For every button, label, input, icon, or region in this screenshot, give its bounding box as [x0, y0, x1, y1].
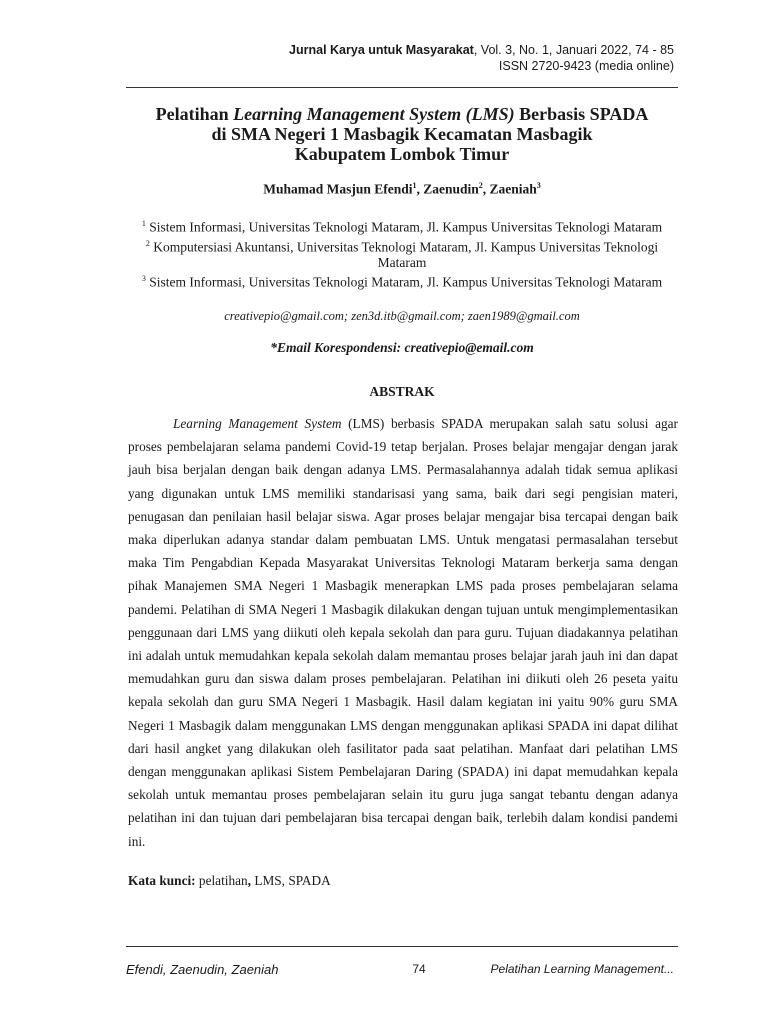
- correspondence-email: *Email Korespondensi: creativepio@email.com: [270, 340, 534, 355]
- author-list: [126, 181, 678, 198]
- author-1: Muhamad Masjun Efendi: [263, 181, 413, 197]
- affiliation-3: [126, 271, 678, 291]
- journal-volume-info: , Vol. 3, No. 1, Januari 2022, 74 - 85: [473, 43, 674, 57]
- title-italic: Learning Management System (LMS): [233, 104, 515, 124]
- abstract-body: [128, 412, 678, 853]
- footer-divider: [126, 946, 678, 947]
- journal-issn: ISSN 2720-9423 (media online): [498, 59, 674, 73]
- journal-header: [289, 42, 674, 74]
- keywords-label: Kata kunci:: [128, 873, 196, 888]
- affiliation-3-sup: 3: [141, 274, 146, 283]
- affiliation-1-text: Sistem Informasi, Universitas Teknologi Mataram, Jl. Kampus Universitas Teknologi Mataram: [145, 219, 663, 235]
- abstract-text: (LMS) berbasis SPADA merupakan salah satu solusi agar proses pembelajaran selama pandemi Covid-19 tetap berjalan. Proses belajar mengajar dengan jarak jauh bisa berjalan dengan baik dengan adanya LMS. Permasalahannya adalah tidak semua aplikasi yang digunakan untuk LMS memiliki standarisasi yang sama, baik dari segi pengisian materi, penugasan dan penilaian hasil belajar siswa. Agar proses belajar mengajar bisa tercapai dengan baik maka diperlukan adanya standar dalam pembuatan LMS. Untuk mengatasi permasalahan tersebut maka Tim Pengabdian Kepada Masyarakat Universitas Teknologi Mataram berkerja sama dengan pihak Manajemen SMA Negeri 1 Masbagik menerapkan LMS pada proses pembelajaran selama pandemi. Pelatihan di SMA Negeri 1 Masbagik dilakukan dengan tujuan untuk mengimplementasikan penggunaan dari LMS yang diikuti oleh kepala sekolah dan para guru. Tujuan diadakannya pelatihan ini adalah untuk memudahkan kepala sekolah dalam memantau proses belajar jarah jauh ini dan dapat memudahkan guru dan siswa dalam proses pembelajaran. Pelatihan ini diikuti oleh 26 peseta yaitu kepala sekolah dan guru SMA Negeri 1 Masbagik. Hasil dalam kegiatan ini yaitu 90% guru SMA Negeri 1 Masbagik dalam menggunakan LMS dengan menggunakan aplikasi SPADA ini dapat dilihat dari hasil angket yang dilakukan oleh fasilitator pada saat pelatihan. Manfaat dari pelatihan LMS dengan menggunakan aplikasi Sistem Pembelajaran Daring (SPADA) ini dapat memudahkan kepala sekolah untuk memantau proses pembelajaran selain itu guru juga sangat tebantu dengan adanya pelatihan ini dan tujuan dari pembelajaran bisa tercapai dengan baik, terlebih dalam kondisi pandemi ini.: [128, 416, 678, 849]
- title-text-2: Berbasis SPADA: [514, 104, 649, 124]
- footer-authors: Efendi, Zaenudin, Zaeniah: [126, 962, 279, 977]
- author-2: Zaenudin: [423, 181, 479, 197]
- affiliation-list: [126, 216, 678, 291]
- affiliation-2-text: Komputersiasi Akuntansi, Universitas Teknologi Mataram, Jl. Kampus Universitas Teknologi Mataram: [149, 239, 659, 270]
- abstract-heading: ABSTRAK: [369, 384, 435, 399]
- author-1-sup: 1: [412, 181, 417, 190]
- affiliation-3-text: Sistem Informasi, Universitas Teknologi Mataram, Jl. Kampus Universitas Teknologi Mataram: [145, 274, 663, 290]
- paper-title: [126, 104, 678, 164]
- abstract-lead-italic: Learning Management System: [173, 416, 342, 431]
- author-2-sup: 2: [478, 181, 483, 190]
- keywords: [128, 873, 678, 889]
- author-3: Zaeniah: [489, 181, 537, 197]
- author-3-sup: 3: [536, 181, 541, 190]
- keyword-rest: LMS, SPADA: [251, 873, 331, 888]
- author-emails: creativepio@gmail.com; zen3d.itb@gmail.com; zaen1989@gmail.com: [224, 309, 580, 323]
- title-line-3: Kabupatem Lombok Timur: [294, 144, 510, 164]
- footer-running-title: Pelatihan Learning Management...: [490, 962, 674, 976]
- header-divider: [126, 87, 678, 88]
- affiliation-2-sup: 2: [145, 238, 150, 248]
- journal-name: Jurnal Karya untuk Masyarakat: [289, 43, 474, 57]
- title-line-2: di SMA Negeri 1 Masbagik Kecamatan Masbagik: [211, 124, 593, 144]
- keyword-comma: ,: [247, 873, 251, 888]
- page-number: 74: [412, 962, 426, 976]
- title-text-1: Pelatihan: [155, 104, 234, 124]
- keyword-1: pelatihan: [195, 873, 248, 888]
- affiliation-2: [126, 236, 678, 272]
- author-sep: ,: [416, 181, 424, 197]
- affiliation-1-sup: 1: [141, 219, 146, 228]
- affiliation-1: [126, 216, 678, 236]
- author-sep: ,: [482, 181, 490, 197]
- journal-citation: [289, 42, 674, 58]
